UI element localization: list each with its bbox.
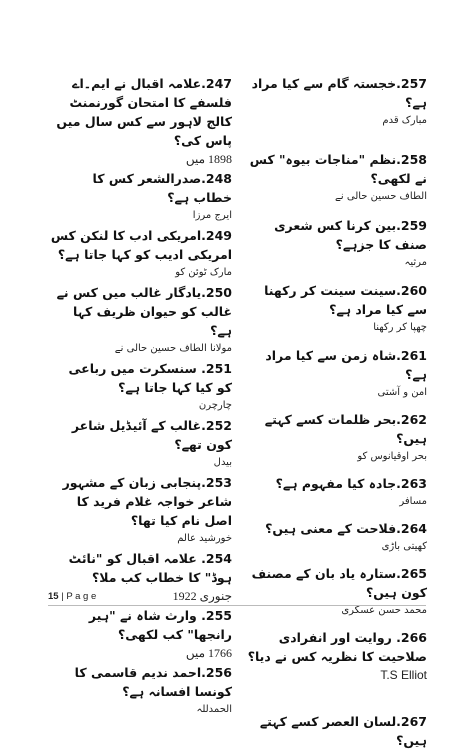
question-item	[50, 663, 232, 717]
question-text: 252.غالب کے آئیڈیل شاعر کون تھے؟	[71, 418, 232, 452]
answer-text: مرثیہ	[404, 257, 427, 268]
answer-text: ایرج مرزا	[192, 210, 232, 221]
question-item	[50, 606, 232, 660]
question-item	[247, 281, 427, 335]
question-item	[50, 226, 232, 280]
answer-text: مارک ٹوئن کو	[175, 267, 232, 278]
question-text: 263.جادہ کیا مفہوم ہے؟	[275, 476, 427, 491]
question-text: 250.یادگار غالب میں کس نے غالب کو حیوان ظریف کہا ہے؟	[56, 285, 232, 338]
question-item	[247, 519, 427, 554]
answer-text: الطاف حسین حالی نے	[335, 191, 427, 202]
answer-text: امن و آشتی	[377, 387, 427, 398]
answer-text: 1766 میں	[185, 646, 232, 660]
answer-text: الحمدللہ	[196, 704, 232, 715]
question-text: 265.ستارہ یاد بان کے مصنف کون ہیں؟	[251, 566, 427, 600]
question-text: 249.امریکی ادب کا لنکن کس امریکی ادیب کو کہا جاتا ہے؟	[50, 228, 232, 262]
question-text: 253.پنجابی زبان کے مشہور شاعر خواجہ غلام فرید کا اصل نام کیا تھا؟	[62, 475, 232, 528]
answer-text: مولانا الطاف حسین حالی نے	[114, 343, 232, 354]
question-item	[247, 410, 427, 464]
question-text: 267.لسان العصر کسے کہتے ہیں؟	[259, 714, 427, 748]
question-column-right	[247, 74, 427, 750]
question-text: 262.بحر ظلمات کسے کہتے ہیں؟	[264, 412, 427, 446]
question-item	[50, 473, 232, 546]
question-text: 261.شاہ زمن سے کیا مراد ہے؟	[265, 348, 427, 382]
answer-text: چھپا کر رکھنا	[373, 322, 427, 333]
page-footer	[48, 591, 426, 606]
question-text: 255. وارث شاہ نے "ہیر رانجھا" کب لکھی؟	[88, 608, 232, 642]
footer-separator: |	[61, 591, 64, 602]
question-item	[247, 346, 427, 400]
question-text: 258.نظم "مناجات بیوہ" کس نے لکھی؟	[249, 152, 427, 186]
answer-text: خورشید عالم	[177, 533, 232, 544]
answer-text: محمد حسن عسکری	[341, 605, 427, 616]
question-item	[247, 74, 427, 128]
page-number: 15	[48, 591, 59, 602]
question-text: 251. سنسکرت میں رباعی کو کیا کہا جاتا ہے؟	[68, 361, 232, 395]
answer-text: کھیتی باڑی	[381, 541, 427, 552]
answer-text: بحر اوقیانوس کو	[357, 451, 427, 462]
question-item	[247, 628, 427, 682]
question-item	[50, 74, 232, 166]
question-text: 248.صدرالشعر کس کا خطاب ہے؟	[92, 171, 232, 205]
answer-text: مسافر	[399, 496, 427, 507]
answer-text: جنوری 1922	[172, 589, 232, 603]
answer-text: T.S Elliot	[380, 668, 427, 682]
question-column-left	[50, 74, 232, 717]
answer-text: 1898 میں	[185, 152, 232, 166]
question-text: 254. علامہ اقبال کو "نائٹ ہوڈ" کا خطاب کب ملا؟	[68, 551, 232, 585]
question-item	[247, 474, 427, 509]
answer-text: مبارک قدم	[382, 115, 427, 126]
question-item	[247, 216, 427, 270]
answer-text: چارچرن	[198, 400, 232, 411]
question-text: 247.علامہ اقبال نے ایم۔اے فلسفے کا امتحان گورنمنٹ کالج لاہور سے کس سال میں پاس کی؟	[56, 76, 232, 148]
question-item	[247, 150, 427, 204]
question-text: 264.فلاحت کے معنی ہیں؟	[265, 521, 427, 536]
answer-text: بیدل	[213, 457, 232, 468]
question-text: 266. روایت اور انفرادی صلاحیت کا نظریہ کس نے دیا؟	[247, 630, 427, 664]
question-item	[247, 712, 427, 750]
question-item	[50, 359, 232, 413]
page-label: P a g e	[66, 591, 97, 602]
question-item	[50, 283, 232, 356]
question-text: 259.بین کرنا کس شعری صنف کا جزہے؟	[274, 218, 427, 252]
question-item	[50, 169, 232, 223]
question-item	[50, 416, 232, 470]
question-text: 256.احمد ندیم قاسمی کا کونسا افسانہ ہے؟	[74, 665, 232, 699]
question-text: 257.خجستہ گام سے کیا مراد ہے؟	[251, 76, 427, 110]
question-text: 260.سینت سینت کر رکھنا سے کیا مراد ہے؟	[264, 283, 427, 317]
